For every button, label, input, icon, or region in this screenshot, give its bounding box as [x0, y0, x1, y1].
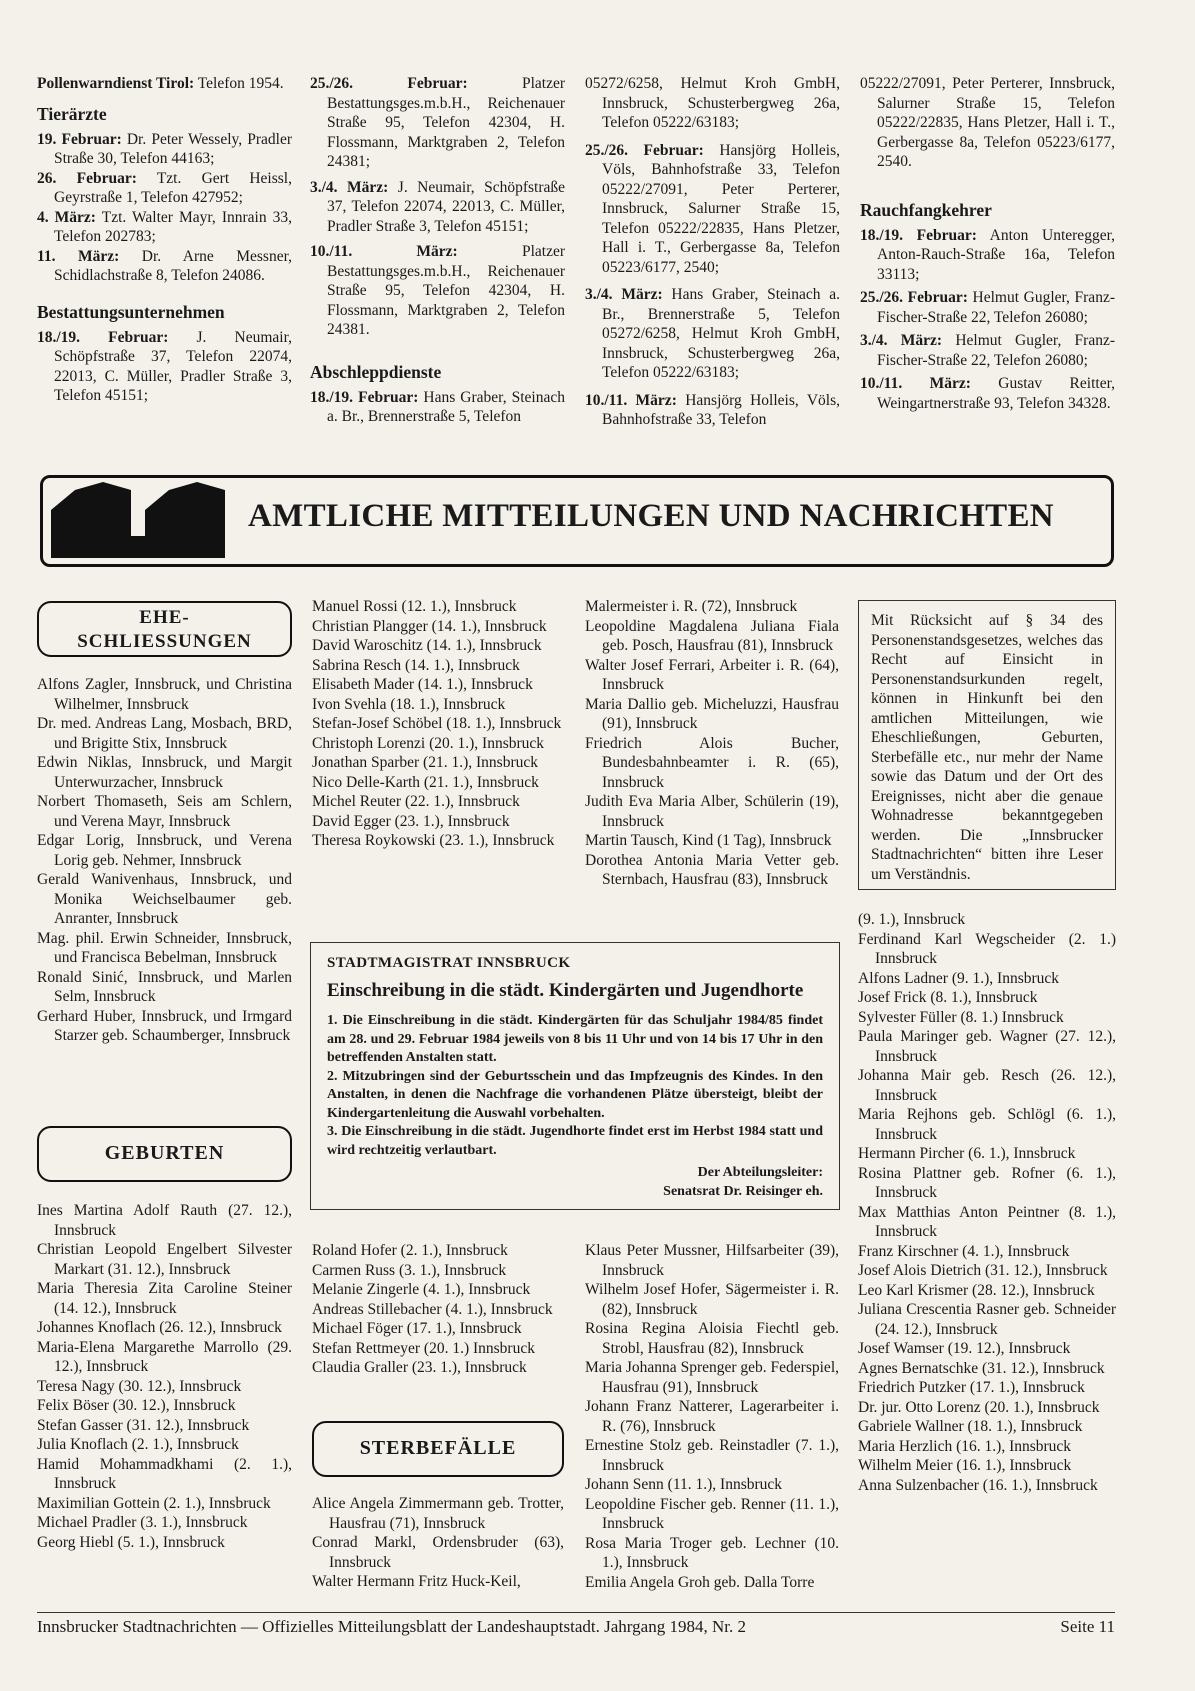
sterbe-list-4 [858, 910, 1116, 1495]
list-item: Andreas Stillebacher (4. 1.), Innsbruck [312, 1300, 553, 1318]
heading-rauchfangkehrer: Rauchfangkehrer [860, 199, 992, 220]
kindergarten-paragraph-3: 3. Die Einschreibung in die städt. Jugendhorte findet erst im Herbst 1984 statt und wird rechtzeitig verlautbart. [327, 1124, 823, 1158]
list-item: Hamid Mohammadkhami (2. 1.), Innsbruck [37, 1455, 292, 1492]
list-item: 11. März: Dr. Arne Messner, Schidlachstraße 8, Telefon 24086. [37, 247, 293, 284]
list-item: 18./19. Februar: Anton Unteregger, Anton-Rauch-Straße 16a, Telefon 33113; [860, 226, 1115, 283]
list-item: 25./26. Februar: Hansjörg Holleis, Völs, Bahnhofstraße 33, Telefon 05222/27091, Peter Perterer, Innsbruck, Salurner Straße 15, Telefon 05222/22835, Hans Pletzer, Hall i. T., Gerbergasse 8a, Telefon 05223/6177, 2540; [585, 141, 840, 276]
list-item: Friedrich Putzker (17. 1.), Innsbruck [858, 1379, 1085, 1396]
list-item: 4. März: Tzt. Walter Mayr, Innrain 33, Telefon 202783; [37, 208, 292, 245]
kindergarten-paragraph-2: 2. Mitzubringen sind der Geburtsschein und das Impfzeugnis des Kindes. In den Anstalten, in denen die Nachfrage die vorhandenen Plätze übersteigt, bleibt der Kindergartenleitung die Auswahl vorbehalten. [327, 1068, 823, 1121]
list-item: Franz Kirschner (4. 1.), Innsbruck [858, 1242, 1070, 1260]
top-column-3 [585, 74, 840, 430]
heading-tieraerzte: Tierärzte [37, 103, 107, 124]
list-item: Stefan Gasser (31. 12.), Innsbruck [37, 1416, 250, 1434]
list-item: Wilhelm Josef Hofer, Sägermeister i. R. (82), Innsbruck [585, 1281, 839, 1318]
kindergarten-signature-role: Der Abteilungsleiter: [697, 1165, 823, 1180]
geburten-list-3 [312, 1241, 564, 1378]
kindergarten-notice-box [310, 942, 840, 1210]
list-item: Georg Hiebl (5. 1.), Innsbruck [37, 1533, 225, 1551]
list-item: Maria Dallio geb. Micheluzzi, Hausfrau (91), Innsbruck [585, 695, 839, 732]
list-item: Anna Sulzenbacher (16. 1.), Innsbruck [858, 1476, 1098, 1494]
list-item: David Waroschitz (14. 1.), Innsbruck [312, 637, 542, 654]
top-column-1 [37, 74, 292, 406]
list-item: Manuel Rossi (12. 1.), Innsbruck [312, 598, 517, 615]
list-item: Jonathan Sparber (21. 1.), Innsbruck [312, 754, 538, 771]
geburten-list-2 [312, 597, 564, 851]
privacy-notice-text: Mit Rücksicht auf § 34 des Personenstandsgesetzes, welches das Recht auf Einsicht in Personenstandsurkunden regelt, können in Hinkunft bei den amtlichen Mitteilungen, wie Eheschließungen, Geburten, Sterbefälle etc., nur mehr der Name sowie das Datum und der Ort des Ereignisses, nicht aber die genaue Wohnadresse bekanntgegeben werden. Die „Innsbrucker Stadtnachrichten“ bitten ihre Leser um Verständnis. [871, 612, 1103, 883]
list-item: 3./4. März: Helmut Gugler, Franz-Fischer-Straße 22, Telefon 26080; [860, 332, 1116, 369]
list-item: Claudia Graller (23. 1.), Innsbruck [312, 1359, 527, 1376]
heading-abschlepp: Abschleppdienste [310, 361, 442, 382]
list-item: Ivon Svehla (18. 1.), Innsbruck [312, 695, 506, 713]
section-label-geburten: GEBURTEN [37, 1126, 292, 1182]
list-item: 10./11. März: Hansjörg Holleis, Völs, Bahnhofstraße 33, Telefon [585, 391, 840, 428]
list-item: Maria Johanna Sprenger geb. Federspiel, Hausfrau (91), Innsbruck [585, 1359, 839, 1396]
list-item: Michael Föger (17. 1.), Innsbruck [312, 1320, 522, 1337]
heading-bestattung: Bestattungsunternehmen [37, 301, 225, 322]
ehe-list [37, 675, 292, 1046]
list-item: Maria Herzlich (16. 1.), Innsbruck [858, 1437, 1072, 1455]
list-item: Johann Senn (11. 1.), Innsbruck [585, 1476, 783, 1493]
list-item: Max Matthias Anton Peintner (8. 1.), Innsbruck [858, 1203, 1116, 1240]
list-item: Wilhelm Meier (16. 1.), Innsbruck [858, 1457, 1072, 1474]
list-item: Elisabeth Mader (14. 1.), Innsbruck [312, 676, 533, 693]
list-item: Juliana Crescentia Rasner geb. Schneider (24. 12.), Innsbruck [858, 1301, 1116, 1338]
page-number: Seite 11 [1060, 1617, 1115, 1636]
list-item: Roland Hofer (2. 1.), Innsbruck [312, 1242, 508, 1259]
list-item: Josef Wamser (19. 12.), Innsbruck [858, 1340, 1071, 1357]
list-item: Christoph Lorenzi (20. 1.), Innsbruck [312, 734, 545, 752]
sterbe-list-1 [312, 1494, 564, 1592]
list-item: Ines Martina Adolf Rauth (27. 12.), Innsbruck [37, 1202, 292, 1239]
list-item: Walter Hermann Fritz Huck-Keil, [312, 1573, 521, 1590]
list-item: Rosina Plattner geb. Rofner (6. 1.), Innsbruck [858, 1164, 1116, 1201]
sterbe-list-2 [585, 597, 839, 890]
list-item: Nico Delle-Karth (21. 1.), Innsbruck [312, 773, 539, 791]
list-item: Gabriele Wallner (18. 1.), Innsbruck [858, 1418, 1083, 1435]
list-item: Mag. phil. Erwin Schneider, Innsbruck, und Francisca Bebelman, Innsbruck [37, 929, 292, 966]
list-item: Christian Leopold Engelbert Silvester Markart (31. 12.), Innsbruck [37, 1241, 292, 1278]
list-item: Agnes Bernatschke (31. 12.), Innsbruck [858, 1359, 1105, 1377]
list-item: Felix Böser (30. 12.), Innsbruck [37, 1397, 236, 1414]
list-item: Norbert Thomaseth, Seis am Schlern, und Verena Mayr, Innsbruck [37, 793, 292, 830]
list-item: Friedrich Alois Bucher, Bundesbahnbeamter i. R. (65), Innsbruck [585, 734, 839, 791]
list-item: Edgar Lorig, Innsbruck, und Verena Lorig geb. Nehmer, Innsbruck [37, 832, 292, 869]
list-item: Ferdinand Karl Wegscheider (2. 1.) Innsbruck [858, 930, 1116, 967]
list-item: Stefan Rettmeyer (20. 1.) Innsbruck [312, 1339, 535, 1357]
list-item: Christian Plangger (14. 1.), Innsbruck [312, 617, 547, 635]
footer-publication: Innsbrucker Stadtnachrichten — Offizielles Mitteilungsblatt der Landeshauptstadt. Jahrgang 1984, Nr. 2 [37, 1617, 746, 1636]
privacy-notice-box [858, 600, 1116, 890]
list-item: 18./19. Februar: Hans Graber, Steinach a. Br., Brennerstraße 5, Telefon [310, 388, 565, 425]
list-item: David Egger (23. 1.), Innsbruck [312, 812, 510, 830]
list-item: 3./4. März: J. Neumair, Schöpfstraße 37, Telefon 22074, 22013, C. Müller, Pradler Straße 3, Telefon 45151; [310, 178, 566, 235]
list-item: Malermeister i. R. (72), Innsbruck [585, 598, 798, 615]
list-item: Josef Frick (8. 1.), Innsbruck [858, 989, 1038, 1006]
list-item: Julia Knoflach (2. 1.), Innsbruck [37, 1436, 239, 1453]
list-item: Sabrina Resch (14. 1.), Innsbruck [312, 656, 520, 674]
kindergarten-title: Einschreibung in die städt. Kindergärten und Jugendhorte [327, 980, 804, 1001]
list-item: Johann Franz Natterer, Lagerarbeiter i. R. (76), Innsbruck [585, 1398, 839, 1435]
kindergarten-paragraph-1: 1. Die Einschreibung in die städt. Kindergärten für das Schuljahr 1984/85 findet am 28. und 29. Februar 1984 jeweils von 8 bis 11 Uhr und von 14 bis 17 Uhr in den betreffenden Anstalten statt. [327, 1013, 823, 1065]
kindergarten-signature-name: Senatsrat Dr. Reisinger eh. [663, 1183, 823, 1199]
list-item: Ernestine Stolz geb. Reinstadler (7. 1.), Innsbruck [585, 1437, 839, 1474]
list-item: Josef Alois Dietrich (31. 12.), Innsbruck [858, 1262, 1108, 1279]
list-item: (9. 1.), Innsbruck [858, 911, 966, 928]
list-item: Johanna Mair geb. Resch (26. 12.), Innsbruck [858, 1067, 1116, 1104]
list-item: 05222/27091, Peter Perterer, Innsbruck, Salurner Straße 15, Telefon 05222/22835, Hans Pletzer, Hall i. T., Gerbergasse 8a, Telefon 05223/6177, 2540. [860, 75, 1115, 170]
list-item: Rosina Regina Aloisia Fiechtl geb. Strobl, Hausfrau (82), Innsbruck [585, 1320, 839, 1357]
list-item: 18./19. Februar: J. Neumair, Schöpfstraße 37, Telefon 22074, 22013, C. Müller, Pradler Straße 3, Telefon 45151; [37, 328, 292, 404]
list-item: Maria-Elena Margarethe Marrollo (29. 12.), Innsbruck [37, 1338, 292, 1375]
sterbe-list-3 [585, 1241, 839, 1592]
list-item: Alfons Zagler, Innsbruck, und Christina Wilhelmer, Innsbruck [37, 676, 292, 713]
list-item: 10./11. März: Platzer Bestattungsges.m.b.H., Reichenauer Straße 95, Telefon 42304, H. Flossmann, Marktgraben 2, Telefon 24381. [310, 243, 565, 338]
footer-divider [37, 1612, 1115, 1613]
list-item: Walter Josef Ferrari, Arbeiter i. R. (64), Innsbruck [585, 656, 839, 693]
section-label-ehe: EHE- SCHLIESSUNGEN [37, 601, 292, 657]
list-item: Sylvester Füller (8. 1.) Innsbruck [858, 1008, 1064, 1026]
list-item: Melanie Zingerle (4. 1.), Innsbruck [312, 1281, 531, 1298]
list-item: Leopoldine Magdalena Juliana Fiala geb. Posch, Hausfrau (81), Innsbruck [585, 617, 839, 654]
list-item: Dorothea Antonia Maria Vetter geb. Sternbach, Hausfrau (83), Innsbruck [585, 851, 839, 888]
list-item: 26. Februar: Tzt. Gert Heissl, Geyrstraße 1, Telefon 427952; [37, 169, 292, 206]
list-item: Gerhard Huber, Innsbruck, und Irmgard Starzer geb. Schaumberger, Innsbruck [37, 1007, 292, 1044]
section-label-sterbefaelle: STERBEFÄLLE [312, 1421, 564, 1477]
list-item: 05272/6258, Helmut Kroh GmbH, Innsbruck, Schusterbergweg 26a, Telefon 05222/63183; [585, 75, 840, 131]
banner-title: AMTLICHE MITTEILUNGEN UND NACHRICHTEN [248, 498, 1054, 534]
list-item: Maria Rejhons geb. Schlögl (6. 1.), Innsbruck [858, 1106, 1116, 1143]
list-item: Michel Reuter (22. 1.), Innsbruck [312, 793, 520, 810]
top-column-4 [860, 74, 1115, 413]
list-item: Martin Tausch, Kind (1 Tag), Innsbruck [585, 832, 832, 849]
city-coat-of-arms-icon [49, 482, 229, 560]
list-item: Paula Maringer geb. Wagner (27. 12.), Innsbruck [858, 1028, 1116, 1065]
list-item: Maria Theresia Zita Caroline Steiner (14. 12.), Innsbruck [37, 1280, 292, 1317]
list-item: Alfons Ladner (9. 1.), Innsbruck [858, 969, 1060, 987]
list-item: Ronald Sinić, Innsbruck, und Marlen Selm, Innsbruck [37, 968, 292, 1005]
list-item: Gerald Wanivenhaus, Innsbruck, und Monika Weichselbaumer geb. Anranter, Innsbruck [37, 871, 292, 927]
list-item: Judith Eva Maria Alber, Schülerin (19), Innsbruck [585, 793, 839, 830]
list-item: Teresa Nagy (30. 12.), Innsbruck [37, 1377, 242, 1395]
list-item: Carmen Russ (3. 1.), Innsbruck [312, 1261, 507, 1279]
pollen-entry: Pollenwarndienst Tirol: Telefon 1954. [37, 75, 284, 92]
list-item: Leopoldine Fischer geb. Renner (11. 1.), Innsbruck [585, 1495, 839, 1532]
list-item: Maximilian Gottein (2. 1.), Innsbruck [37, 1494, 271, 1512]
kindergarten-header: STADTMAGISTRAT INNSBRUCK [327, 955, 571, 971]
top-column-2 [310, 74, 565, 427]
list-item: 3./4. März: Hans Graber, Steinach a. Br., Brennerstraße 5, Telefon 05272/6258, Helmut Kroh GmbH, Innsbruck, Schusterbergweg 26a, Telefon 05222/63183; [585, 286, 841, 381]
list-item: 25./26. Februar: Helmut Gugler, Franz-Fischer-Straße 22, Telefon 26080; [860, 289, 1115, 326]
list-item: Michael Pradler (3. 1.), Innsbruck [37, 1514, 248, 1531]
list-item: Dr. med. Andreas Lang, Mosbach, BRD, und Brigitte Stix, Innsbruck [37, 715, 292, 752]
list-item: 10./11. März: Gustav Reitter, Weingartnerstraße 93, Telefon 34328. [860, 375, 1115, 412]
section-banner [40, 475, 1114, 567]
list-item: Emilia Angela Groh geb. Dalla Torre [585, 1573, 815, 1591]
list-item: Edwin Niklas, Innsbruck, und Margit Unterwurzacher, Innsbruck [37, 754, 292, 791]
list-item: 25./26. Februar: Platzer Bestattungsges.m.b.H., Reichenauer Straße 95, Telefon 42304, H. Flossmann, Marktgraben 2, Telefon 24381; [310, 75, 565, 170]
list-item: Stefan-Josef Schöbel (18. 1.), Innsbruck [312, 715, 562, 732]
list-item: 19. Februar: Dr. Peter Wessely, Pradler Straße 30, Telefon 44163; [37, 130, 293, 167]
page-footer [37, 1617, 1115, 1637]
list-item: Rosa Maria Troger geb. Lechner (10. 1.), Innsbruck [585, 1534, 839, 1571]
geburten-list-1 [37, 1201, 292, 1552]
list-item: Klaus Peter Mussner, Hilfsarbeiter (39), Innsbruck [585, 1242, 839, 1279]
list-item: Alice Angela Zimmermann geb. Trotter, Hausfrau (71), Innsbruck [312, 1495, 564, 1532]
list-item: Johannes Knoflach (26. 12.), Innsbruck [37, 1319, 282, 1336]
list-item: Theresa Roykowski (23. 1.), Innsbruck [312, 832, 555, 849]
list-item: Hermann Pircher (6. 1.), Innsbruck [858, 1145, 1076, 1162]
list-item: Conrad Markl, Ordensbruder (63), Innsbruck [312, 1534, 564, 1571]
list-item: Leo Karl Krismer (28. 12.), Innsbruck [858, 1281, 1095, 1299]
list-item: Dr. jur. Otto Lorenz (20. 1.), Innsbruck [858, 1398, 1100, 1416]
list-tieraerzte [37, 130, 292, 286]
